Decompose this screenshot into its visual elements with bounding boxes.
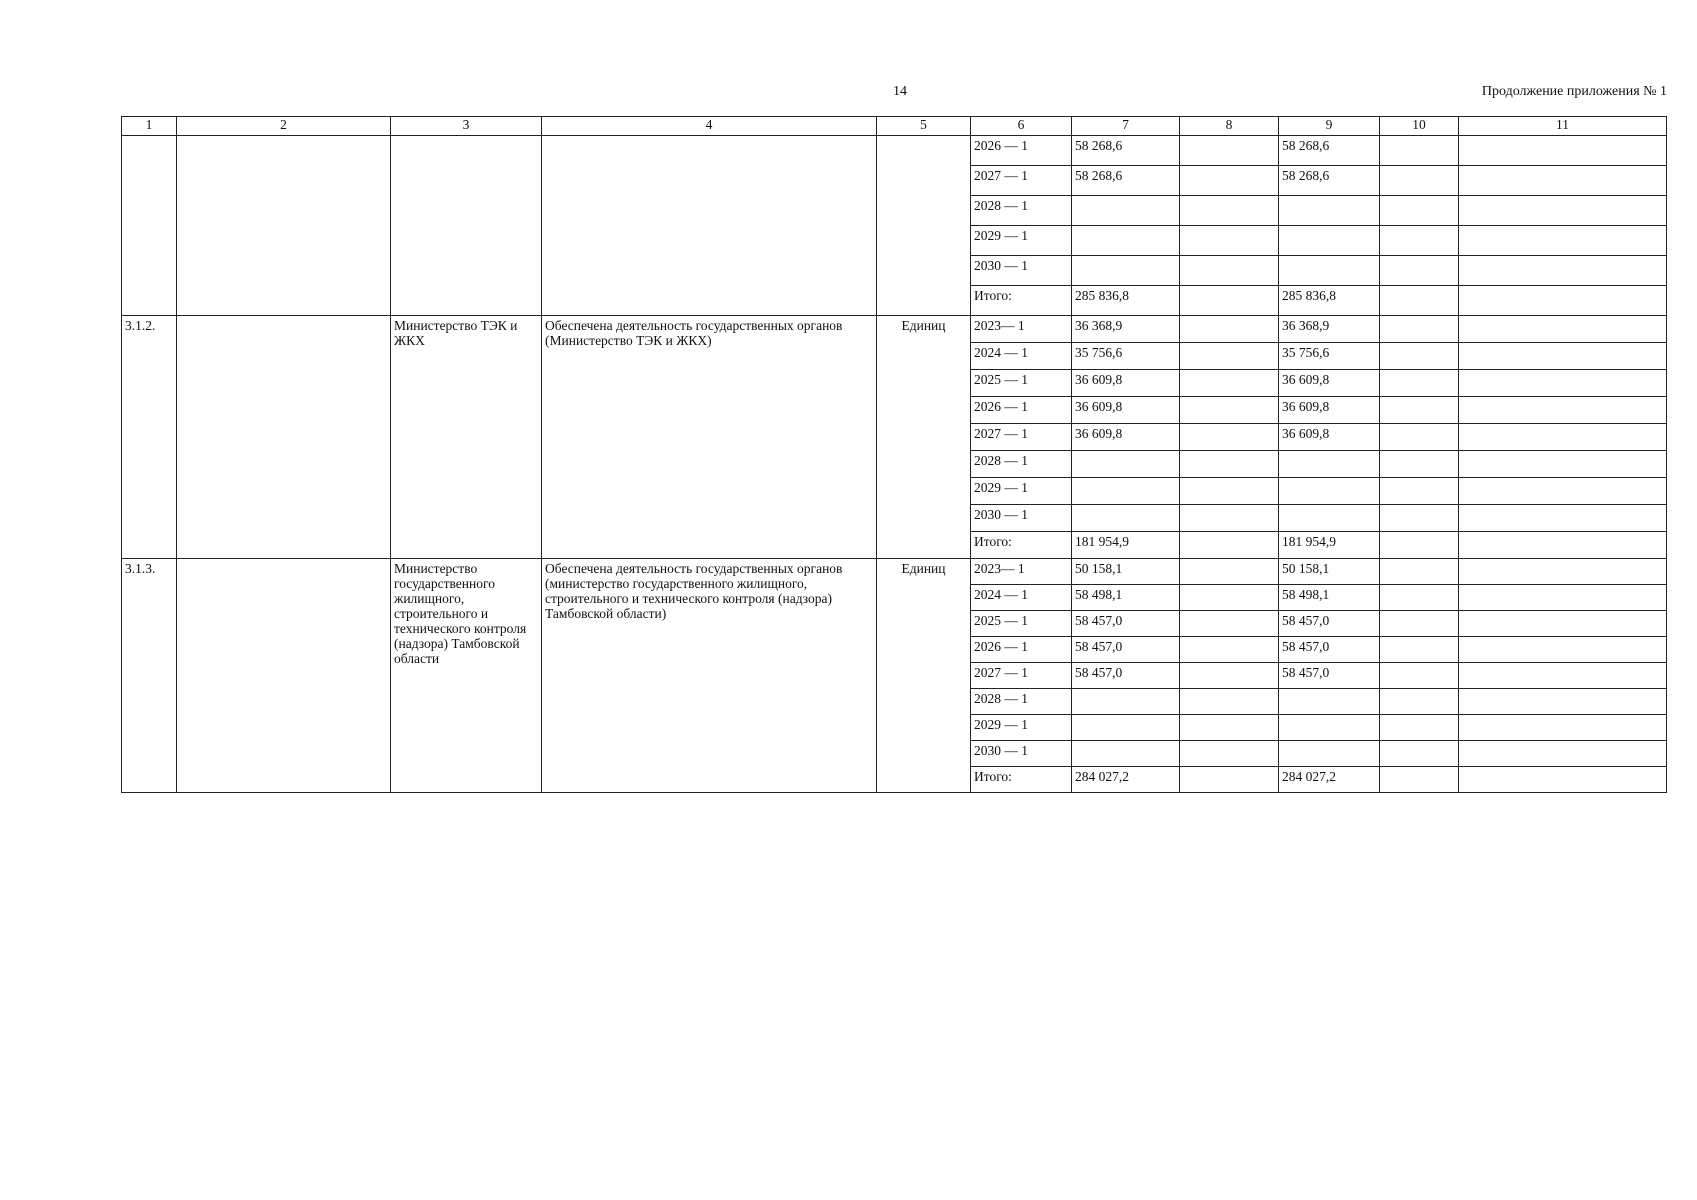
federal-budget-cell (1180, 397, 1279, 424)
regional-budget-cell: 36 609,8 (1279, 424, 1380, 451)
year-cell: 2029 — 1 (971, 478, 1072, 505)
column-header: 6 (971, 117, 1072, 136)
regional-budget-cell (1279, 689, 1380, 715)
year-cell: 2027 — 1 (971, 663, 1072, 689)
column-header: 4 (542, 117, 877, 136)
column-11-cell (1459, 166, 1667, 196)
regional-budget-cell: 285 836,8 (1279, 286, 1380, 316)
column-11-cell (1459, 559, 1667, 585)
column-11-cell (1459, 226, 1667, 256)
year-cell: 2030 — 1 (971, 505, 1072, 532)
column-10-cell (1380, 767, 1459, 793)
column-11-cell (1459, 532, 1667, 559)
column-header: 3 (391, 117, 542, 136)
executor-cell (391, 136, 542, 316)
column-11-cell (1459, 397, 1667, 424)
result-cell: Обеспечена деятельность государственных органов (Министерство ТЭК и ЖКХ) (542, 316, 877, 559)
total-cell (1072, 256, 1180, 286)
regional-budget-cell: 284 027,2 (1279, 767, 1380, 793)
program-table (121, 116, 1667, 793)
column-11-cell (1459, 451, 1667, 478)
federal-budget-cell (1180, 343, 1279, 370)
column-10-cell (1380, 451, 1459, 478)
total-cell: 58 457,0 (1072, 663, 1180, 689)
column-11-cell (1459, 478, 1667, 505)
total-cell: 35 756,6 (1072, 343, 1180, 370)
column-10-cell (1380, 478, 1459, 505)
column-11-cell (1459, 637, 1667, 663)
federal-budget-cell (1180, 611, 1279, 637)
federal-budget-cell (1180, 532, 1279, 559)
federal-budget-cell (1180, 166, 1279, 196)
unit-cell: Единиц (877, 559, 971, 793)
column-10-cell (1380, 505, 1459, 532)
column-10-cell (1380, 585, 1459, 611)
regional-budget-cell: 36 609,8 (1279, 370, 1380, 397)
regional-budget-cell: 58 457,0 (1279, 637, 1380, 663)
column-header: 10 (1380, 117, 1459, 136)
result-cell (542, 136, 877, 316)
column-11-cell (1459, 663, 1667, 689)
federal-budget-cell (1180, 451, 1279, 478)
column-11-cell (1459, 316, 1667, 343)
federal-budget-cell (1180, 478, 1279, 505)
federal-budget-cell (1180, 424, 1279, 451)
column-11-cell (1459, 196, 1667, 226)
year-cell: 2024 — 1 (971, 585, 1072, 611)
total-cell: 36 609,8 (1072, 370, 1180, 397)
year-cell: 2025 — 1 (971, 370, 1072, 397)
column-10-cell (1380, 397, 1459, 424)
executor-cell: Министерство государственного жилищного, строительного и технического контроля (надзора) Тамбовской области (391, 559, 542, 793)
year-cell: 2027 — 1 (971, 424, 1072, 451)
year-cell: 2027 — 1 (971, 166, 1072, 196)
column-11-cell (1459, 741, 1667, 767)
total-cell: 58 457,0 (1072, 611, 1180, 637)
total-cell (1072, 196, 1180, 226)
total-cell: 36 609,8 (1072, 424, 1180, 451)
column-10-cell (1380, 316, 1459, 343)
regional-budget-cell: 58 457,0 (1279, 663, 1380, 689)
year-cell: 2023— 1 (971, 559, 1072, 585)
column-10-cell (1380, 637, 1459, 663)
regional-budget-cell (1279, 478, 1380, 505)
federal-budget-cell (1180, 196, 1279, 226)
column-11-cell (1459, 611, 1667, 637)
regional-budget-cell (1279, 741, 1380, 767)
federal-budget-cell (1180, 715, 1279, 741)
table-row (122, 559, 1667, 585)
unit-cell (877, 136, 971, 316)
column-header: 8 (1180, 117, 1279, 136)
regional-budget-cell (1279, 196, 1380, 226)
column-header: 2 (177, 117, 391, 136)
column-11-cell (1459, 767, 1667, 793)
year-cell: 2023— 1 (971, 316, 1072, 343)
regional-budget-cell: 36 609,8 (1279, 397, 1380, 424)
column-header: 9 (1279, 117, 1380, 136)
total-cell (1072, 715, 1180, 741)
regional-budget-cell (1279, 505, 1380, 532)
year-cell: 2026 — 1 (971, 637, 1072, 663)
regional-budget-cell (1279, 256, 1380, 286)
item-number-cell: 3.1.2. (122, 316, 177, 559)
year-cell: 2026 — 1 (971, 136, 1072, 166)
column-10-cell (1380, 256, 1459, 286)
federal-budget-cell (1180, 689, 1279, 715)
total-cell: 36 368,9 (1072, 316, 1180, 343)
regional-budget-cell: 36 368,9 (1279, 316, 1380, 343)
federal-budget-cell (1180, 767, 1279, 793)
item-number-cell: 3.1.3. (122, 559, 177, 793)
total-cell (1072, 505, 1180, 532)
column-2-cell (177, 136, 391, 316)
federal-budget-cell (1180, 585, 1279, 611)
total-cell: 58 268,6 (1072, 166, 1180, 196)
year-cell: 2030 — 1 (971, 741, 1072, 767)
year-cell: Итого: (971, 767, 1072, 793)
federal-budget-cell (1180, 559, 1279, 585)
column-10-cell (1380, 226, 1459, 256)
column-11-cell (1459, 715, 1667, 741)
column-11-cell (1459, 286, 1667, 316)
column-10-cell (1380, 663, 1459, 689)
year-cell: Итого: (971, 286, 1072, 316)
column-2-cell (177, 316, 391, 559)
year-cell: 2028 — 1 (971, 689, 1072, 715)
column-10-cell (1380, 611, 1459, 637)
column-11-cell (1459, 370, 1667, 397)
column-11-cell (1459, 689, 1667, 715)
federal-budget-cell (1180, 256, 1279, 286)
column-header: 5 (877, 117, 971, 136)
column-10-cell (1380, 136, 1459, 166)
year-cell: 2029 — 1 (971, 715, 1072, 741)
column-10-cell (1380, 559, 1459, 585)
total-cell (1072, 689, 1180, 715)
federal-budget-cell (1180, 136, 1279, 166)
regional-budget-cell: 50 158,1 (1279, 559, 1380, 585)
column-11-cell (1459, 136, 1667, 166)
federal-budget-cell (1180, 637, 1279, 663)
table-row (122, 316, 1667, 343)
column-11-cell (1459, 343, 1667, 370)
page-number: 14 (893, 84, 907, 99)
regional-budget-cell: 58 268,6 (1279, 166, 1380, 196)
regional-budget-cell: 181 954,9 (1279, 532, 1380, 559)
column-10-cell (1380, 424, 1459, 451)
federal-budget-cell (1180, 505, 1279, 532)
year-cell: 2030 — 1 (971, 256, 1072, 286)
total-cell: 58 457,0 (1072, 637, 1180, 663)
column-10-cell (1380, 741, 1459, 767)
regional-budget-cell: 35 756,6 (1279, 343, 1380, 370)
column-11-cell (1459, 424, 1667, 451)
total-cell: 284 027,2 (1072, 767, 1180, 793)
column-10-cell (1380, 689, 1459, 715)
total-cell: 181 954,9 (1072, 532, 1180, 559)
total-cell (1072, 478, 1180, 505)
column-11-cell (1459, 585, 1667, 611)
executor-cell: Министерство ТЭК и ЖКХ (391, 316, 542, 559)
year-cell: 2025 — 1 (971, 611, 1072, 637)
total-cell (1072, 226, 1180, 256)
appendix-continuation-note: Продолжение приложения № 1 (1481, 84, 1667, 99)
regional-budget-cell: 58 457,0 (1279, 611, 1380, 637)
regional-budget-cell (1279, 451, 1380, 478)
column-10-cell (1380, 286, 1459, 316)
total-cell: 58 268,6 (1072, 136, 1180, 166)
column-10-cell (1380, 166, 1459, 196)
federal-budget-cell (1180, 370, 1279, 397)
total-cell (1072, 741, 1180, 767)
year-cell: 2026 — 1 (971, 397, 1072, 424)
column-header: 1 (122, 117, 177, 136)
table-row (122, 136, 1667, 166)
regional-budget-cell: 58 498,1 (1279, 585, 1380, 611)
year-cell: 2024 — 1 (971, 343, 1072, 370)
regional-budget-cell (1279, 715, 1380, 741)
column-10-cell (1380, 370, 1459, 397)
federal-budget-cell (1180, 741, 1279, 767)
result-cell: Обеспечена деятельность государственных органов (министерство государственного жилищного, строительного и технического контроля (надзора) Тамбовской области) (542, 559, 877, 793)
column-2-cell (177, 559, 391, 793)
column-10-cell (1380, 196, 1459, 226)
total-cell (1072, 451, 1180, 478)
year-cell: Итого: (971, 532, 1072, 559)
column-10-cell (1380, 343, 1459, 370)
federal-budget-cell (1180, 286, 1279, 316)
regional-budget-cell: 58 268,6 (1279, 136, 1380, 166)
total-cell: 58 498,1 (1072, 585, 1180, 611)
regional-budget-cell (1279, 226, 1380, 256)
unit-cell: Единиц (877, 316, 971, 559)
column-11-cell (1459, 505, 1667, 532)
column-11-cell (1459, 256, 1667, 286)
federal-budget-cell (1180, 663, 1279, 689)
federal-budget-cell (1180, 316, 1279, 343)
column-number-row (122, 117, 1667, 136)
column-header: 7 (1072, 117, 1180, 136)
column-header: 11 (1459, 117, 1667, 136)
column-10-cell (1380, 532, 1459, 559)
total-cell: 285 836,8 (1072, 286, 1180, 316)
column-10-cell (1380, 715, 1459, 741)
year-cell: 2028 — 1 (971, 196, 1072, 226)
year-cell: 2028 — 1 (971, 451, 1072, 478)
item-number-cell (122, 136, 177, 316)
total-cell: 50 158,1 (1072, 559, 1180, 585)
federal-budget-cell (1180, 226, 1279, 256)
total-cell: 36 609,8 (1072, 397, 1180, 424)
year-cell: 2029 — 1 (971, 226, 1072, 256)
